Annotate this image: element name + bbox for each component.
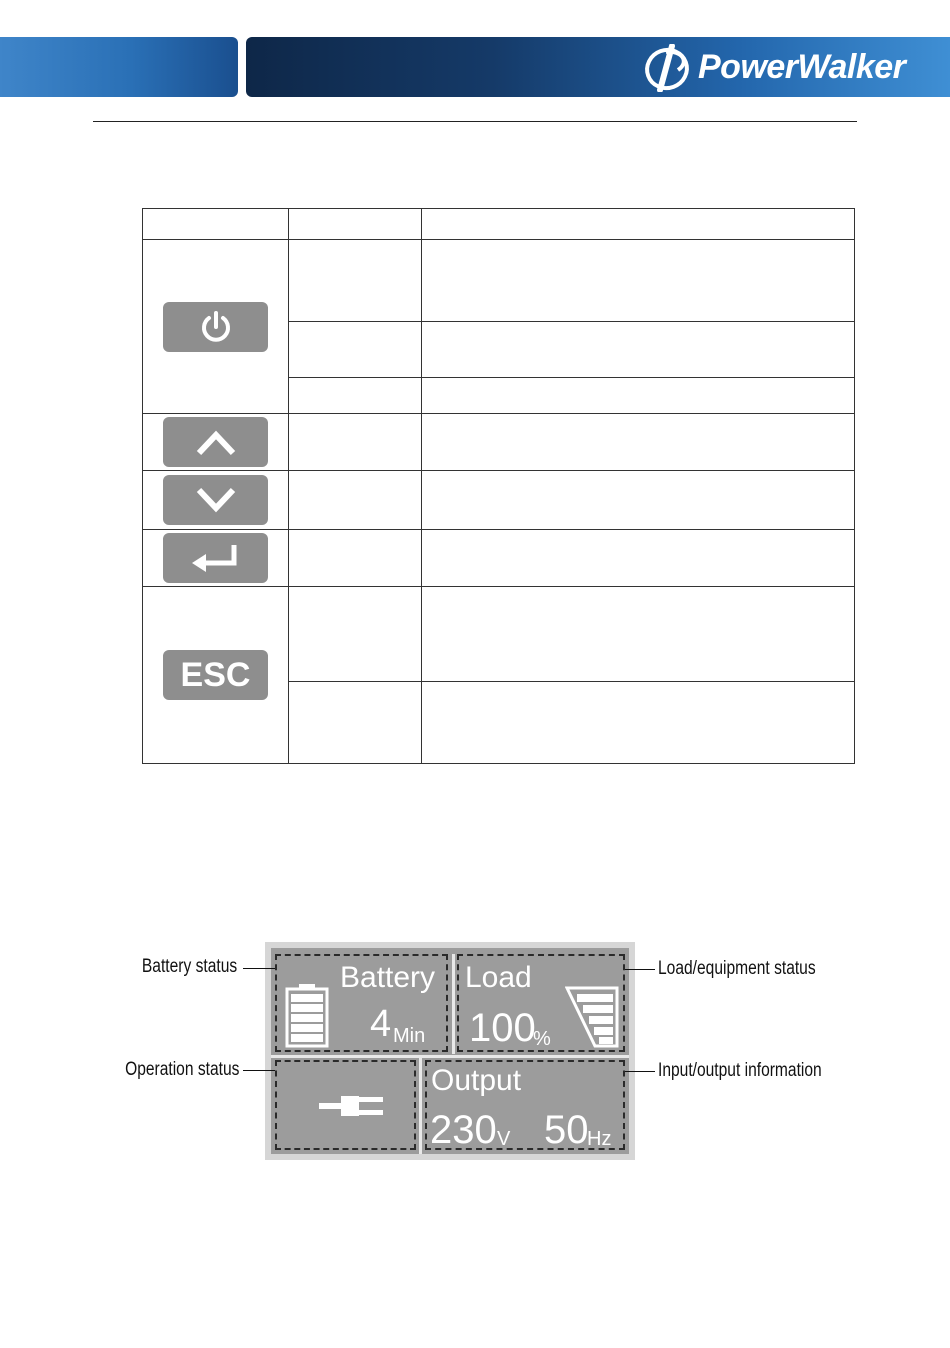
chevron-down-icon [194, 485, 238, 515]
io-info-leader [625, 1071, 655, 1072]
battery-value: 4 [370, 1003, 392, 1045]
output-title: Output [431, 1064, 522, 1097]
description-cell [422, 322, 855, 378]
header-divider [93, 121, 857, 122]
brand-logo [642, 42, 942, 94]
table-header-row [143, 209, 855, 240]
table-row [143, 587, 855, 682]
battery-title: Battery [340, 961, 436, 994]
enter-icon [190, 541, 242, 575]
function-cell [289, 471, 422, 530]
esc-key-label: ESC [180, 655, 251, 694]
key-cell-enter [143, 530, 289, 587]
key-cell-power [143, 240, 289, 414]
header-cell-description [422, 209, 855, 240]
key-cell-up [143, 414, 289, 471]
output-voltage: 230 [430, 1108, 497, 1152]
powerwalker-swoosh-logo-icon [642, 44, 696, 92]
key-cell-down [143, 471, 289, 530]
description-cell [422, 530, 855, 587]
load-status-leader [625, 969, 655, 970]
function-cell [289, 378, 422, 414]
output-voltage-unit: V [497, 1128, 511, 1150]
load-status-label: Load/equipment status [658, 958, 816, 979]
battery-status-leader [243, 968, 275, 969]
function-cell [289, 530, 422, 587]
table-row [143, 471, 855, 530]
description-cell [422, 682, 855, 764]
header-left-bar [0, 37, 238, 97]
description-cell [422, 587, 855, 682]
description-cell [422, 240, 855, 322]
header-cell-key [143, 209, 289, 240]
vertical-divider-lower [419, 1058, 422, 1154]
operation-status-label: Operation status [124, 1059, 239, 1080]
header-cell-function [289, 209, 422, 240]
power-icon [199, 310, 233, 344]
function-cell [289, 240, 422, 322]
ac-plug-icon [319, 1090, 385, 1122]
operation-status-leader [243, 1070, 275, 1071]
vertical-divider [452, 954, 455, 1054]
description-cell [422, 471, 855, 530]
control-table [142, 208, 855, 764]
key-cell-esc [143, 587, 289, 764]
function-cell [289, 414, 422, 471]
down-button[interactable] [163, 475, 268, 525]
table-row [143, 414, 855, 471]
power-button[interactable] [163, 302, 268, 352]
load-unit: % [533, 1028, 551, 1050]
horizontal-divider [271, 1055, 629, 1058]
description-cell [422, 378, 855, 414]
brand-name: PowerWalker [698, 48, 906, 86]
battery-status-label: Battery status [141, 956, 237, 977]
function-cell [289, 682, 422, 764]
enter-button[interactable] [163, 533, 268, 583]
output-frequency-unit: Hz [587, 1128, 612, 1150]
function-cell [289, 587, 422, 682]
table-row [143, 530, 855, 587]
io-info-label: Input/output information [658, 1060, 822, 1081]
output-frequency: 50 [544, 1108, 589, 1152]
up-button[interactable] [163, 417, 268, 467]
load-title: Load [465, 961, 532, 994]
load-value: 100 [469, 1006, 536, 1050]
battery-icon [285, 984, 329, 1048]
function-cell [289, 322, 422, 378]
esc-button[interactable] [163, 650, 268, 700]
load-level-icon [565, 986, 621, 1048]
lcd-display [265, 942, 635, 1160]
battery-unit: Min [393, 1025, 426, 1047]
table-row [143, 240, 855, 322]
lcd-screen [271, 948, 629, 1154]
chevron-up-icon [194, 427, 238, 457]
description-cell [422, 414, 855, 471]
